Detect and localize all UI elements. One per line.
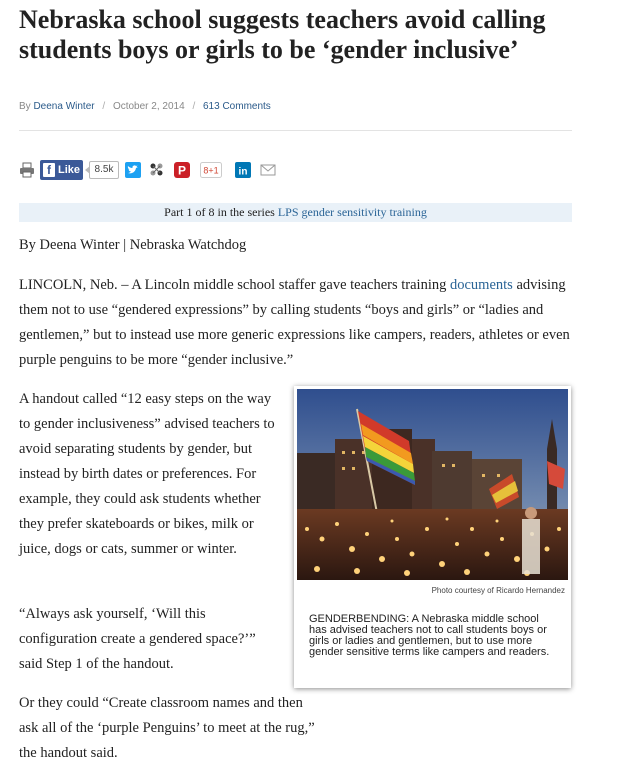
paragraph-3: “Always ask yourself, ‘Will this configuration create a gendered space?’” said Step 1 of the handout. bbox=[19, 606, 256, 672]
comments-link[interactable]: 613 Comments bbox=[203, 101, 271, 112]
photo-caption: GENDERBENDING: A Nebraska middle school has advised teachers not to call students boys or girls or ladies and gentlemen, but to use more gender sensitive terms like campers and readers. bbox=[309, 613, 550, 658]
author-link[interactable]: Deena Winter bbox=[33, 101, 95, 112]
photo-figure bbox=[294, 386, 571, 688]
byline-separator: / bbox=[192, 101, 196, 112]
like-label: Like bbox=[58, 164, 81, 176]
google-plus-icon[interactable] bbox=[200, 162, 222, 178]
photo-credit: Photo courtesy of Ricardo Hernandez bbox=[431, 586, 565, 595]
paragraph-1-text: LINCOLN, Neb. – A Lincoln middle school staffer gave teachers training bbox=[19, 277, 450, 293]
like-count: 8.5k bbox=[89, 161, 119, 179]
rally-photo bbox=[297, 389, 568, 580]
email-icon[interactable] bbox=[260, 162, 276, 178]
byline-prefix: By bbox=[19, 101, 31, 112]
facebook-like-button[interactable] bbox=[40, 160, 83, 180]
svg-text:in: in bbox=[238, 166, 248, 178]
body-byline: By Deena Winter | Nebraska Watchdog bbox=[19, 237, 247, 253]
google-plus-label: 8+1 bbox=[203, 165, 219, 176]
twitter-icon[interactable] bbox=[125, 162, 141, 178]
article-title: Nebraska school suggests teachers avoid calling students boys or girls to be ‘gender inclusive’ bbox=[19, 5, 546, 64]
facebook-icon: f bbox=[43, 163, 55, 177]
byline-separator: / bbox=[102, 101, 106, 112]
print-icon[interactable] bbox=[19, 162, 35, 178]
svg-text:P: P bbox=[177, 163, 187, 178]
paragraph-1 bbox=[19, 273, 579, 373]
series-link[interactable]: LPS gender sensitivity training bbox=[277, 205, 427, 219]
documents-link[interactable]: documents bbox=[450, 277, 513, 293]
publish-date: October 2, 2014 bbox=[112, 101, 185, 112]
article-byline bbox=[19, 101, 271, 112]
series-prefix: Part 1 of 8 in the series bbox=[164, 205, 275, 219]
paragraph-4: Or they could “Create classroom names and then ask all of the ‘purple Penguins’ to meet at the rug,” the handout said. bbox=[19, 695, 315, 761]
delicious-icon[interactable] bbox=[149, 162, 165, 178]
paragraph-2: A handout called “12 easy steps on the way to gender inclusiveness” advised teachers to avoid separating students by gender, but instead by birth dates or preferences. For example, they could ask students whether they prefer skateboards or bikes, milk or juice, dogs or cats, summer or winter. bbox=[19, 391, 275, 557]
header-divider bbox=[19, 130, 572, 131]
pinterest-icon[interactable] bbox=[174, 162, 190, 178]
paragraph-1-text-end: advising them not to use “gendered expressions” by calling students “boys and girls” or “ladies and gentlemen,” but to instead use more generic expressions like campers, readers, athletes or even purple penguins to be more “gender inclusive.” bbox=[19, 277, 570, 368]
series-banner bbox=[19, 203, 572, 222]
linkedin-icon[interactable] bbox=[235, 162, 251, 178]
